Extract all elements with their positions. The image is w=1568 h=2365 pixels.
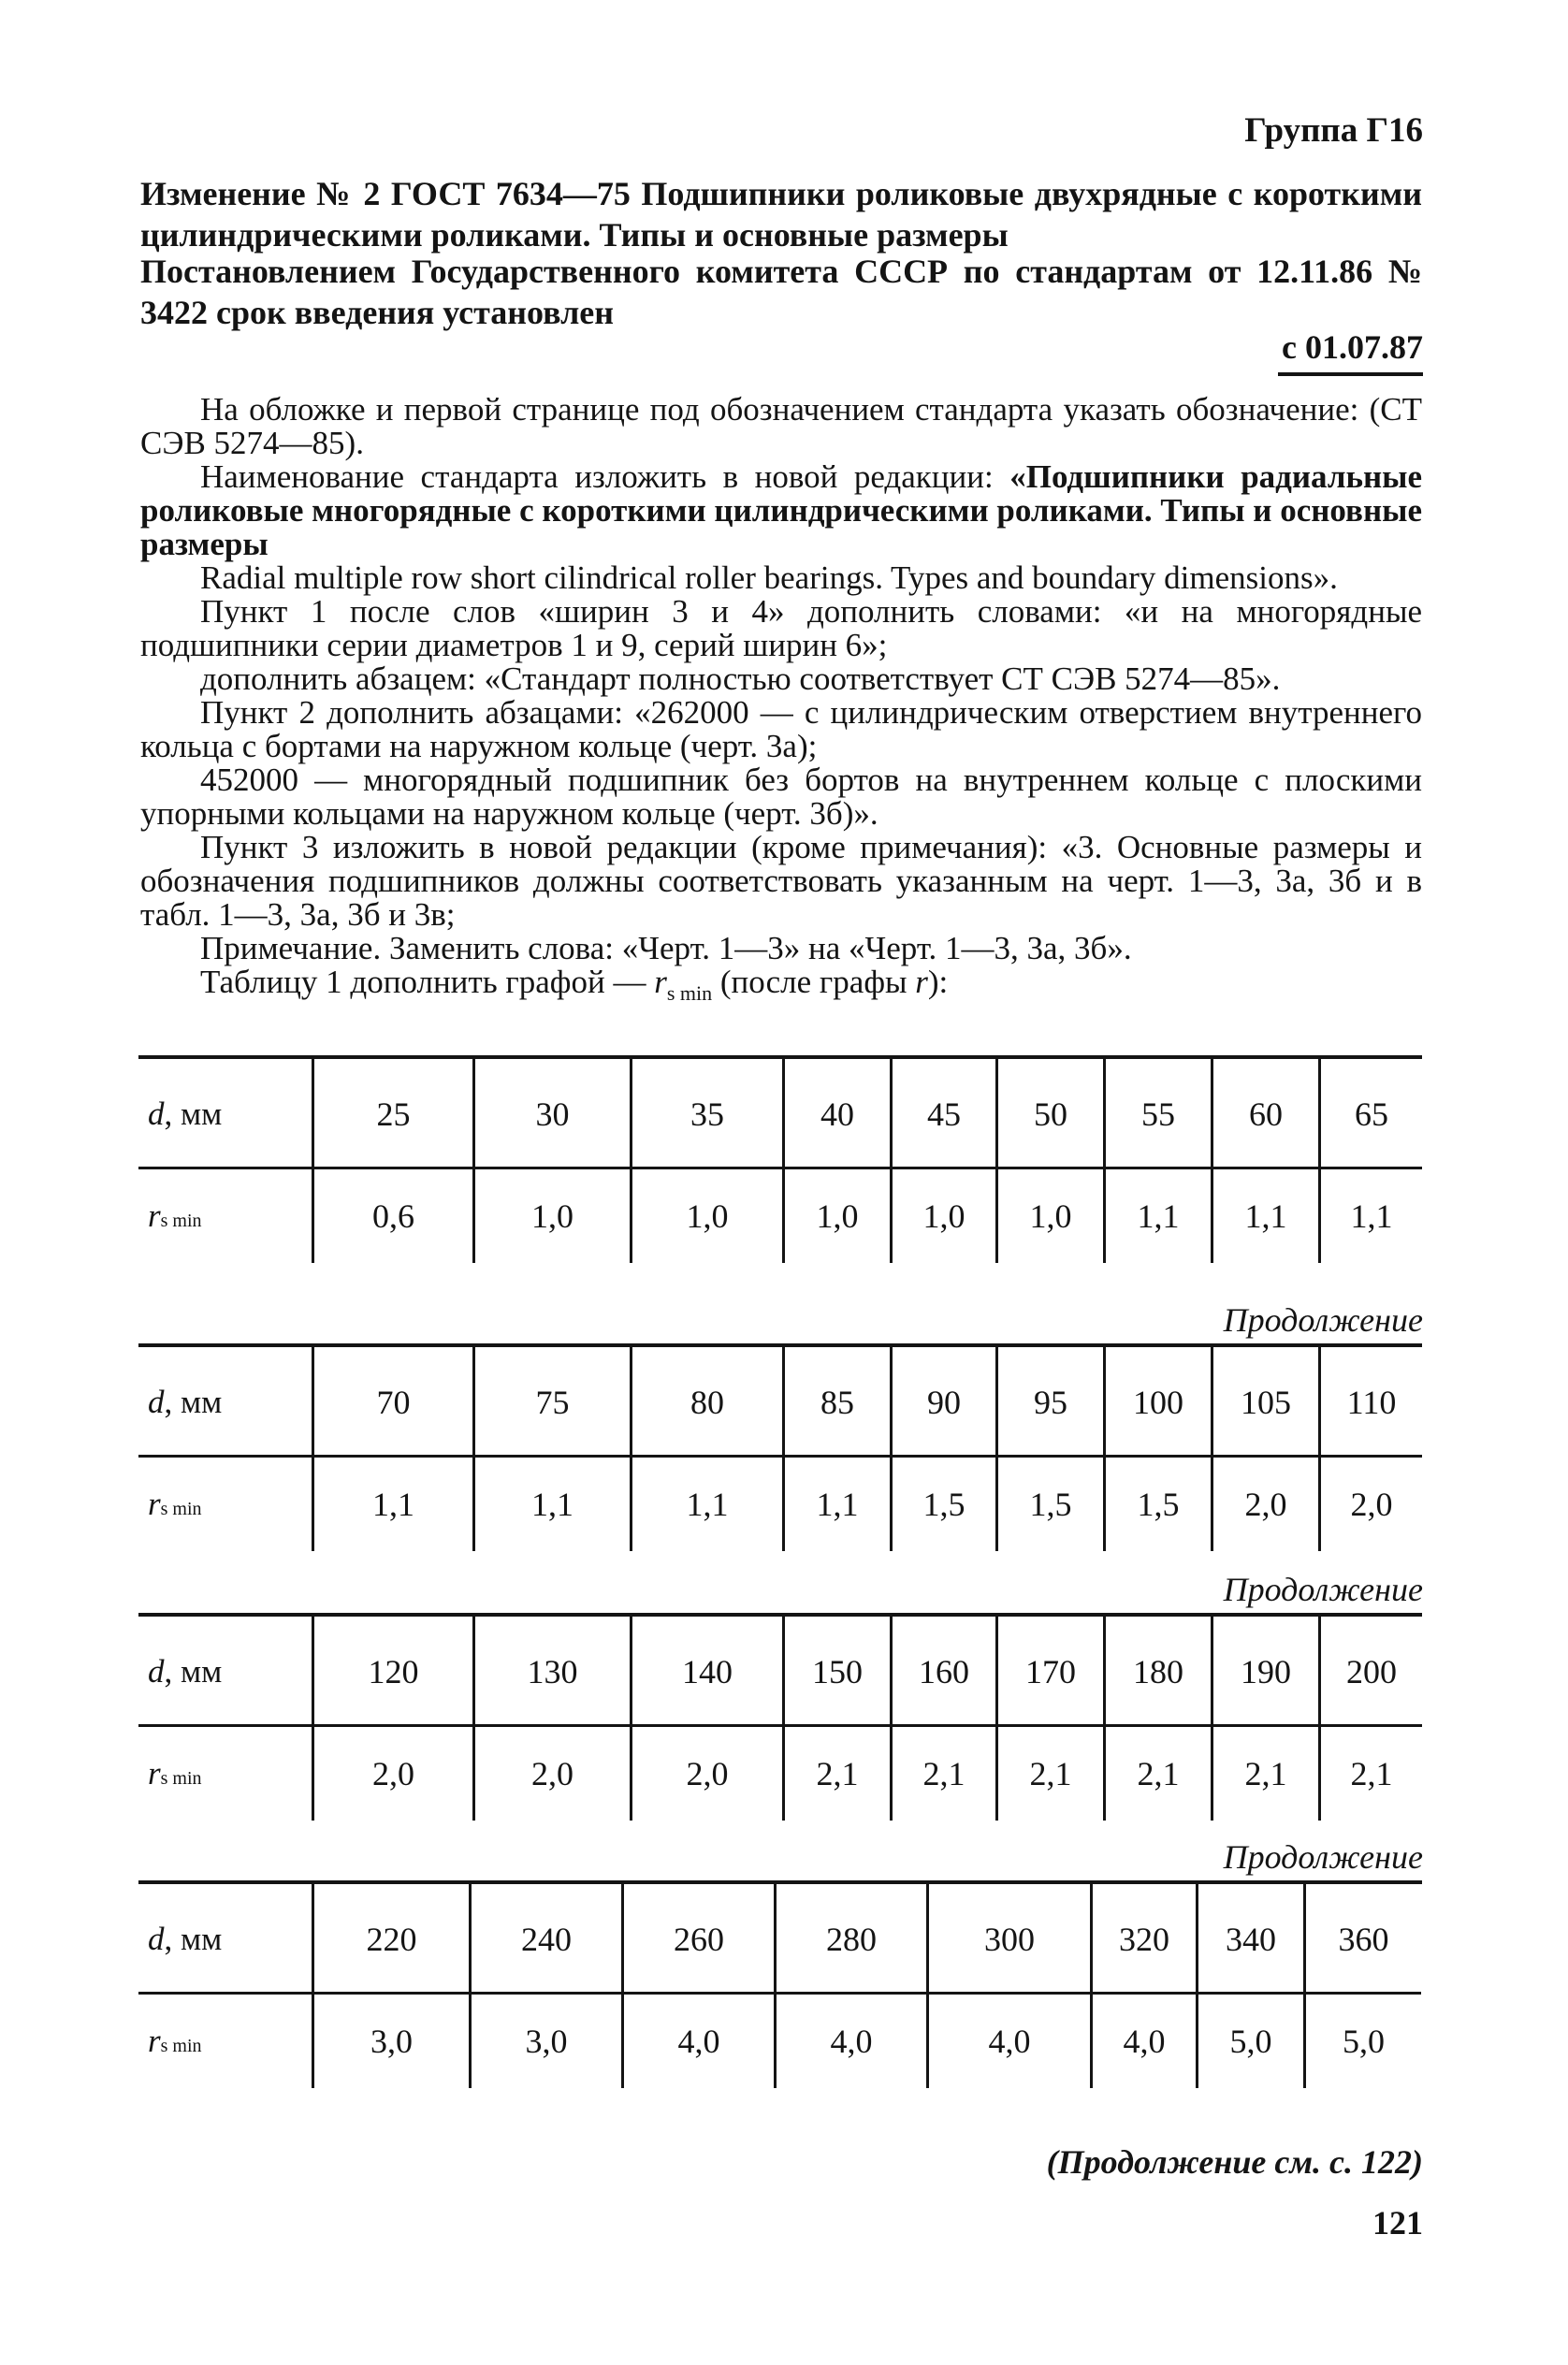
table-row-d <box>138 1884 1422 1995</box>
paragraph-7: Пункт 3 изложить в новой редакции (кроме примечания): «3. Основные размеры и обозначения подшипников должны соответствовать указанным на черт. 1—3, 3а, 3б и в табл. 1—3, 3а, 3б и 3в; <box>140 829 1422 933</box>
cell-r: 1,0 <box>995 1169 1103 1263</box>
paragraph-9-start: Таблицу 1 дополнить графой — <box>200 964 655 1000</box>
paragraph-9 <box>140 965 1422 1010</box>
header-r <box>138 1727 312 1821</box>
cell-d: 35 <box>630 1059 782 1169</box>
paragraph-9-end: ): <box>927 964 949 1000</box>
cell-r: 1,1 <box>630 1458 782 1551</box>
cell-r: 1,5 <box>1103 1458 1211 1551</box>
table-row-d <box>138 1059 1422 1169</box>
decree-text: Постановлением Государственного комитета СССР по стандартам от 12.11.86 № 3422 срок введения установлен <box>140 253 1422 331</box>
cell-d: 180 <box>1103 1617 1211 1727</box>
table-row-d <box>138 1617 1422 1727</box>
cell-d: 140 <box>630 1617 782 1727</box>
cell-d: 160 <box>890 1617 995 1727</box>
paragraph-5: Пункт 2 дополнить абзацами: «262000 — с цилиндрическим отверстием внутреннего кольца с бортами на наружном кольце (черт. 3а); <box>140 694 1422 764</box>
cell-r: 4,0 <box>1090 1995 1196 2088</box>
cell-r: 1,0 <box>890 1169 995 1263</box>
cell-r: 1,5 <box>890 1458 995 1551</box>
table-1 <box>138 1055 1422 1263</box>
group-code: Группа Г16 <box>1244 111 1423 150</box>
paragraph-9-mid: (после графы <box>712 964 916 1000</box>
paragraph-4: дополнить абзацем: «Стандарт полностью соответствует СТ СЭВ 5274—85». <box>200 660 1281 697</box>
cell-d: 280 <box>774 1884 926 1995</box>
header-r <box>138 1169 312 1263</box>
header-d-unit: , мм <box>164 1653 223 1690</box>
cell-d: 80 <box>630 1347 782 1458</box>
cell-r: 2,0 <box>312 1727 472 1821</box>
paragraph-2-start: Наименование стандарта изложить в новой редакции: <box>200 458 1010 495</box>
cell-d: 190 <box>1211 1617 1318 1727</box>
header-d <box>138 1347 312 1458</box>
cell-d: 105 <box>1211 1347 1318 1458</box>
cell-d: 240 <box>469 1884 621 1995</box>
cell-r: 3,0 <box>312 1995 469 2088</box>
header-d-unit: , мм <box>164 1095 223 1132</box>
cell-r: 1,0 <box>472 1169 630 1263</box>
cell-d: 95 <box>995 1347 1103 1458</box>
cell-d: 260 <box>621 1884 774 1995</box>
header-d <box>138 1059 312 1169</box>
cell-r: 1,1 <box>782 1458 890 1551</box>
cell-r: 2,0 <box>1211 1458 1318 1551</box>
cell-r: 4,0 <box>774 1995 926 2088</box>
cell-r: 3,0 <box>469 1995 621 2088</box>
cell-d: 200 <box>1318 1617 1422 1727</box>
change-title: Изменение № 2 ГОСТ 7634—75 Подшипники роликовые двухрядные с короткими цилиндрическими роликами. Типы и основные размеры <box>140 175 1422 254</box>
header-d-symbol: d <box>148 1921 165 1957</box>
cell-d: 40 <box>782 1059 890 1169</box>
cell-d: 70 <box>312 1347 472 1458</box>
header-r <box>138 1995 312 2088</box>
cell-r: 1,1 <box>1318 1169 1422 1263</box>
header-r-subscript: s min <box>160 1499 202 1519</box>
table-4 <box>138 1880 1422 2088</box>
table-3 <box>138 1613 1422 1821</box>
continuation-label-1: Продолжение <box>1223 1301 1423 1339</box>
header-r <box>138 1458 312 1551</box>
table-row-d <box>138 1347 1422 1458</box>
date-underline <box>1278 372 1423 376</box>
header-d <box>138 1617 312 1727</box>
cell-d: 30 <box>472 1059 630 1169</box>
cell-r: 2,1 <box>1318 1727 1422 1821</box>
header-r-symbol: r <box>148 2023 161 2059</box>
cell-d: 340 <box>1196 1884 1303 1995</box>
paragraph-1: На обложке и первой странице под обозначением стандарта указать обозначение: (СТ СЭВ 5274—85). <box>140 391 1422 461</box>
header-d-symbol: d <box>148 1384 165 1420</box>
table-2 <box>138 1343 1422 1551</box>
cell-r: 5,0 <box>1303 1995 1421 2088</box>
cell-r: 4,0 <box>621 1995 774 2088</box>
cell-r: 5,0 <box>1196 1995 1303 2088</box>
cell-r: 1,1 <box>312 1458 472 1551</box>
cell-r: 1,1 <box>1211 1169 1318 1263</box>
cell-r: 1,0 <box>630 1169 782 1263</box>
paragraph-2-latin: Radial multiple row short cilindrical roller bearings. Types and boundary dimensions». <box>200 559 1338 596</box>
header-d <box>138 1884 312 1995</box>
paragraph-2 <box>140 460 1422 561</box>
cell-d: 300 <box>926 1884 1090 1995</box>
header-r-subscript: s min <box>160 1768 202 1789</box>
cell-r: 2,1 <box>1211 1727 1318 1821</box>
paragraph-3: Пункт 1 после слов «ширин 3 и 4» дополнить словами: «и на многорядные подшипники серии диаметров 1 и 9, серий ширин 6»; <box>140 593 1422 663</box>
cell-d: 150 <box>782 1617 890 1727</box>
continuation-label-2: Продолжение <box>1223 1571 1423 1608</box>
header-r-subscript: s min <box>160 2036 202 2056</box>
cell-r: 1,1 <box>1103 1169 1211 1263</box>
header-d-symbol: d <box>148 1095 165 1132</box>
cell-r: 1,5 <box>995 1458 1103 1551</box>
cell-r: 2,0 <box>472 1727 630 1821</box>
r-subscript: s min <box>666 981 713 1005</box>
body-text <box>140 393 1422 1010</box>
table-row-r <box>138 1995 1422 2088</box>
cell-d: 60 <box>1211 1059 1318 1169</box>
continuation-label-3: Продолжение <box>1223 1838 1423 1876</box>
header-d-unit: , мм <box>164 1921 223 1957</box>
cell-d: 320 <box>1090 1884 1196 1995</box>
cell-r: 0,6 <box>312 1169 472 1263</box>
r-symbol: r <box>654 964 667 1000</box>
page-number: 121 <box>1372 2204 1423 2242</box>
header-r-symbol: r <box>148 1486 161 1522</box>
cell-r: 1,0 <box>782 1169 890 1263</box>
r-symbol-2: r <box>915 964 928 1000</box>
cell-d: 220 <box>312 1884 469 1995</box>
intro-date: с 01.07.87 <box>1282 328 1423 366</box>
table-row-r <box>138 1727 1422 1821</box>
header-r-subscript: s min <box>160 1211 202 1231</box>
cell-d: 50 <box>995 1059 1103 1169</box>
cell-r: 2,1 <box>1103 1727 1211 1821</box>
cell-d: 110 <box>1318 1347 1422 1458</box>
cell-d: 45 <box>890 1059 995 1169</box>
cell-d: 90 <box>890 1347 995 1458</box>
continued-note: (Продолжение см. с. 122) <box>1046 2143 1423 2181</box>
header-r-symbol: r <box>148 1755 161 1792</box>
cell-r: 2,0 <box>1318 1458 1422 1551</box>
cell-d: 75 <box>472 1347 630 1458</box>
table-row-r <box>138 1458 1422 1551</box>
cell-d: 120 <box>312 1617 472 1727</box>
cell-d: 25 <box>312 1059 472 1169</box>
cell-r: 2,1 <box>890 1727 995 1821</box>
header-r-symbol: r <box>148 1197 161 1234</box>
cell-r: 2,1 <box>995 1727 1103 1821</box>
paragraph-6: 452000 — многорядный подшипник без бортов на внутреннем кольце с плоскими упорными кольцами на наружном кольце (черт. 3б)». <box>140 762 1422 832</box>
cell-d: 170 <box>995 1617 1103 1727</box>
cell-d: 130 <box>472 1617 630 1727</box>
table-row-r <box>138 1169 1422 1263</box>
cell-r: 2,1 <box>782 1727 890 1821</box>
cell-d: 85 <box>782 1347 890 1458</box>
cell-d: 65 <box>1318 1059 1422 1169</box>
cell-r: 4,0 <box>926 1995 1090 2088</box>
cell-r: 1,1 <box>472 1458 630 1551</box>
cell-d: 100 <box>1103 1347 1211 1458</box>
cell-d: 55 <box>1103 1059 1211 1169</box>
header-d-symbol: d <box>148 1653 165 1690</box>
cell-r: 2,0 <box>630 1727 782 1821</box>
header-d-unit: , мм <box>164 1384 223 1420</box>
paragraph-8: Примечание. Заменить слова: «Черт. 1—3» на «Черт. 1—3, 3а, 3б». <box>200 930 1132 966</box>
paragraph-2-title: «Подшипники радиальные роликовые многорядные с короткими цилиндрическими роликами. Типы и основные размеры <box>140 458 1423 562</box>
cell-d: 360 <box>1303 1884 1421 1995</box>
